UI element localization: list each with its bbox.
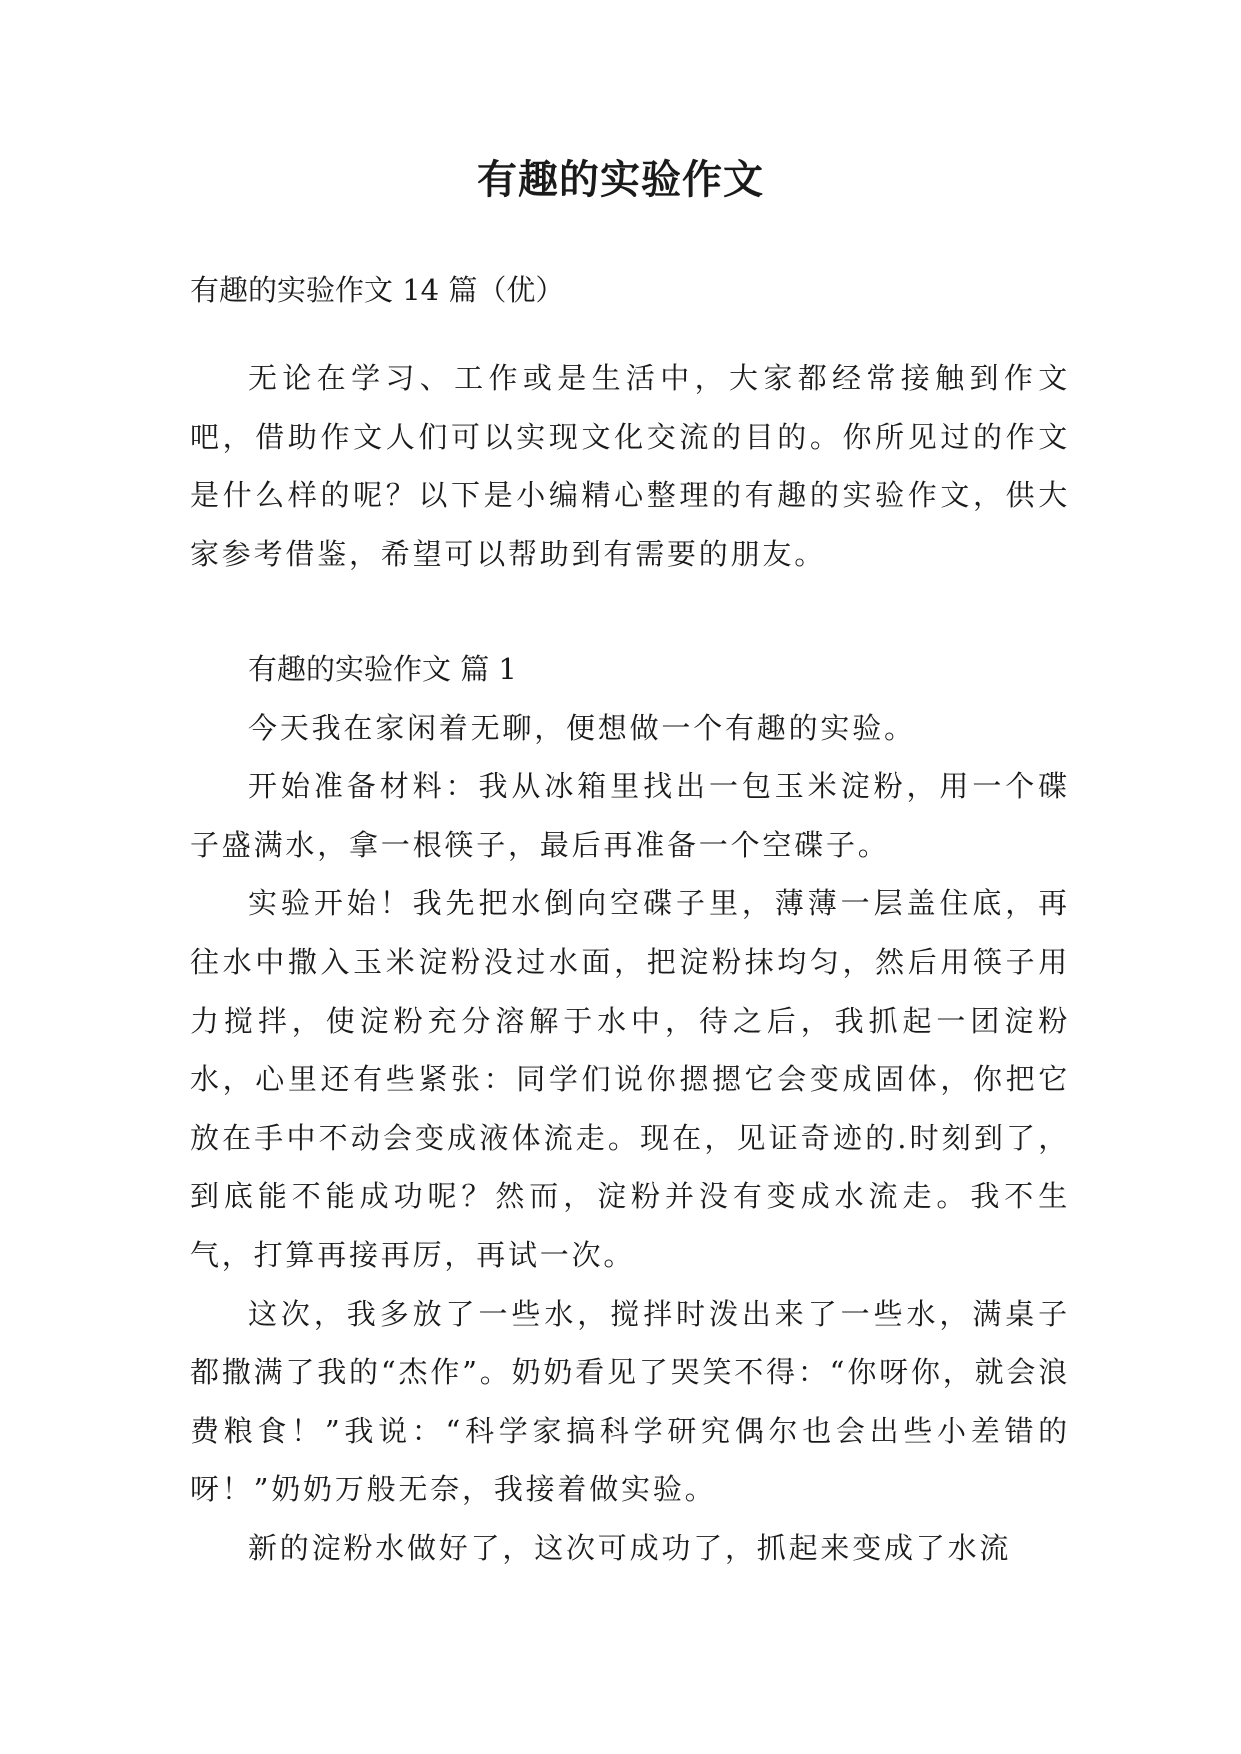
document-title: 有趣的实验作文 (477, 156, 764, 203)
document-subtitle: 有趣的实验作文 14 篇（优） (190, 273, 565, 307)
body-paragraph: 这次，我多放了一些水，搅拌时泼出来了一些水，满桌子都撒满了我的“杰作”。奶奶看见了哭笑不得：“你呀你，就会浪费粮食！”我说：“科学家搞科学研究偶尔也会出些小差错的呀！”奶奶万般无奈，我接着做实验。 (190, 1296, 1070, 1507)
body-paragraph: 新的淀粉水做好了，这次可成功了，抓起来变成了水流 (248, 1530, 1012, 1565)
section-heading: 有趣的实验作文 篇 1 (248, 652, 517, 686)
intro-paragraph: 无论在学习、工作或是生活中，大家都经常接触到作文吧，借助作文人们可以实现文化交流的目的。你所见过的作文是什么样的呢？以下是小编精心整理的有趣的实验作文，供大家参考借鉴，希望可以帮助到有需要的朋友。 (190, 361, 1070, 571)
essay-body (190, 640, 1070, 1578)
body-paragraph: 今天我在家闲着无聊，便想做一个有趣的实验。 (248, 710, 916, 745)
body-paragraph: 实验开始！我先把水倒向空碟子里，薄薄一层盖住底，再往水中撒入玉米淀粉没过水面，把淀粉抹均匀，然后用筷子用力搅拌，使淀粉充分溶解于水中，待之后，我抓起一团淀粉水，心里还有些紧张：同学们说你摁摁它会变成固体，你把它放在手中不动会变成液体流走。现在，见证奇迹的.时刻到了，到底能不能成功呢？然而，淀粉并没有变成水流走。我不生气，打算再接再厉，再试一次。 (190, 886, 1070, 1272)
body-paragraph: 开始准备材料：我从冰箱里找出一包玉米淀粉，用一个碟子盛满水，拿一根筷子，最后再准备一个空碟子。 (190, 769, 1070, 862)
intro-block (190, 349, 1070, 583)
